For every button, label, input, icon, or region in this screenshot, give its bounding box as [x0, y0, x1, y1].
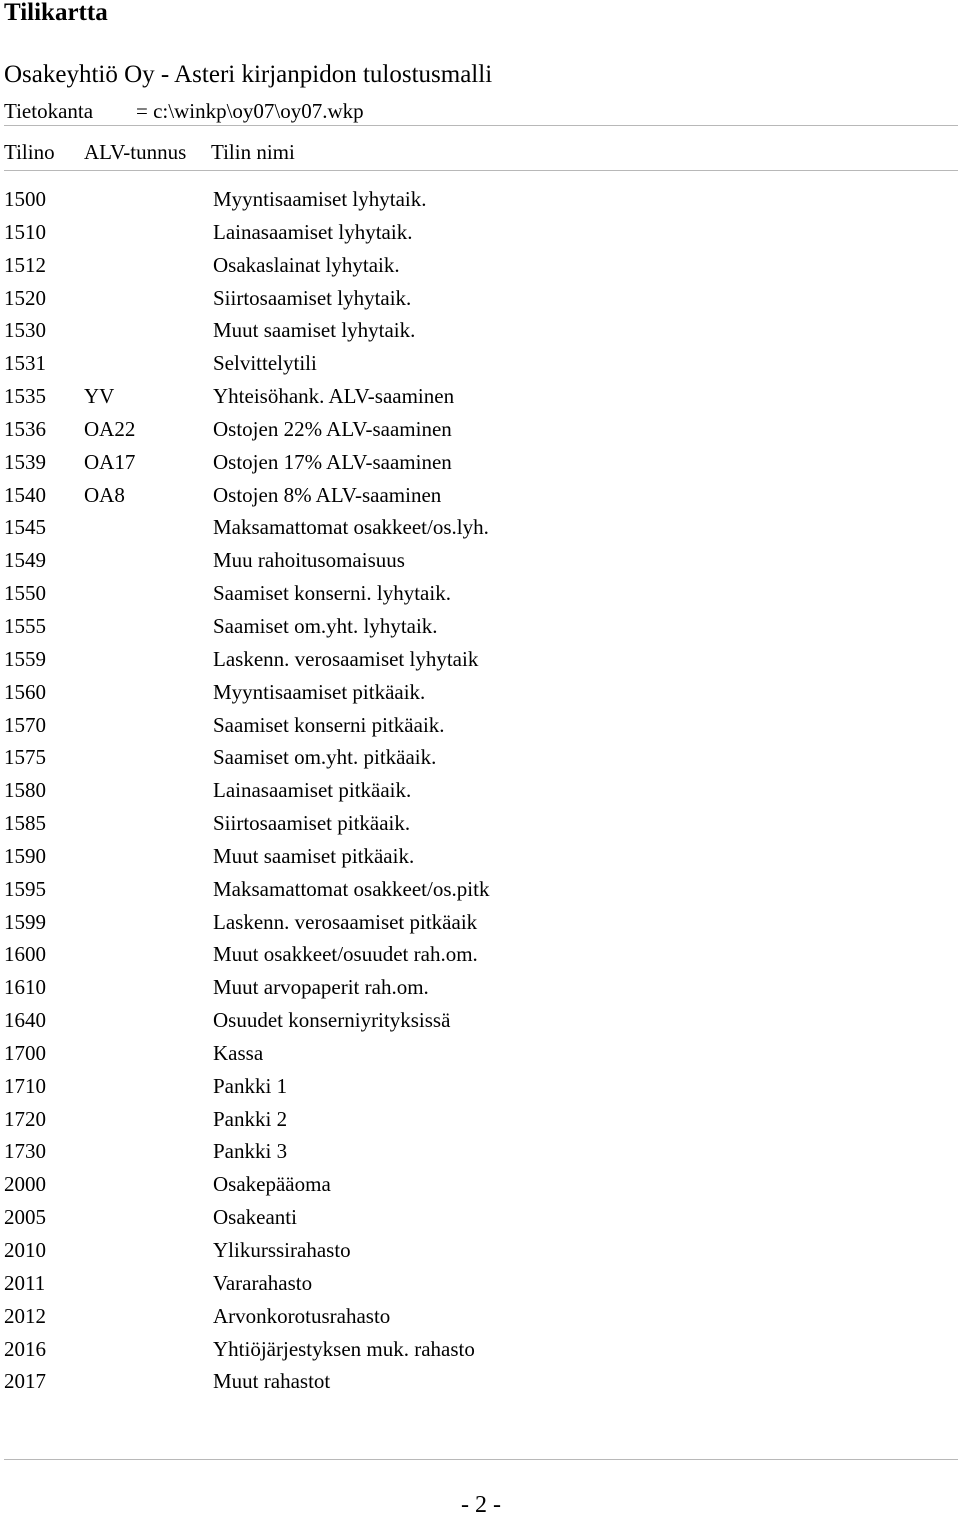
table-row — [0, 1301, 960, 1334]
account-name: Pankki 2 — [213, 1106, 288, 1131]
account-number: 2005 — [4, 1205, 46, 1230]
account-number: 1595 — [4, 876, 46, 901]
table-row — [0, 1038, 960, 1071]
account-name: Osakaslainat lyhytaik. — [213, 252, 400, 277]
account-number: 2016 — [4, 1336, 46, 1361]
account-name: Ostojen 17% ALV-saaminen — [213, 449, 452, 474]
account-name: Maksamattomat osakkeet/os.lyh. — [213, 515, 489, 540]
account-name: Osakeanti — [213, 1205, 297, 1230]
account-number: 1730 — [4, 1139, 46, 1164]
account-number: 2012 — [4, 1303, 46, 1328]
table-row — [0, 775, 960, 808]
account-number: 1500 — [4, 187, 46, 211]
table-row — [0, 611, 960, 644]
account-name: Kassa — [213, 1040, 264, 1065]
account-number: 1530 — [4, 318, 46, 343]
table-row — [0, 1169, 960, 1202]
page-footer — [0, 1490, 960, 1520]
account-number: 1510 — [4, 219, 46, 244]
table-row — [0, 447, 960, 480]
table-row — [0, 1005, 960, 1038]
table-row — [0, 217, 960, 250]
account-name: Myyntisaamiset lyhytaik. — [213, 187, 427, 211]
account-name: Saamiset om.yht. lyhytaik. — [213, 613, 438, 638]
table-row — [0, 1366, 960, 1399]
account-number: 1539 — [4, 449, 46, 474]
table-row — [0, 545, 960, 578]
account-name: Muut saamiset pitkäaik. — [213, 843, 415, 868]
account-name: Arvonkorotusrahasto — [213, 1303, 391, 1328]
account-number: 1610 — [4, 975, 46, 1000]
top-divider — [4, 125, 958, 126]
account-number: 1570 — [4, 712, 46, 737]
header-divider — [4, 170, 958, 171]
account-name: Laskenn. verosaamiset lyhytaik — [213, 646, 479, 671]
account-name: Ylikurssirahasto — [213, 1238, 351, 1262]
account-number: 1575 — [4, 745, 46, 770]
table-row — [0, 874, 960, 907]
table-row — [0, 1104, 960, 1137]
table-row — [0, 677, 960, 710]
header-account-name: Tilin nimi — [211, 140, 295, 164]
table-row — [0, 480, 960, 513]
table-row — [0, 184, 960, 217]
account-number: 1640 — [4, 1008, 46, 1033]
account-number: 1590 — [4, 843, 46, 868]
account-name: Osakepääoma — [213, 1172, 331, 1197]
account-number: 1540 — [4, 482, 46, 507]
account-number: 1720 — [4, 1106, 46, 1131]
table-row — [0, 414, 960, 447]
account-name: Siirtosaamiset pitkäaik. — [213, 811, 411, 836]
account-number: 1512 — [4, 252, 46, 277]
account-number: 1700 — [4, 1040, 46, 1065]
table-row — [0, 348, 960, 381]
account-name: Pankki 3 — [213, 1139, 288, 1164]
table-row — [0, 841, 960, 874]
account-number: 1585 — [4, 811, 46, 836]
table-row — [0, 742, 960, 775]
vat-code: OA17 — [84, 449, 136, 474]
account-name: Muut rahastot — [213, 1369, 331, 1394]
page-title: Tilikartta — [4, 0, 108, 26]
account-name: Yhtiöjärjestyksen muk. rahasto — [213, 1336, 475, 1361]
account-name: Pankki 1 — [213, 1073, 288, 1098]
header-vat-code: ALV-tunnus — [84, 140, 187, 164]
account-name: Osuudet konserniyrityksissä — [213, 1008, 451, 1033]
table-row — [0, 1071, 960, 1104]
account-name: Selvittelytili — [213, 351, 317, 376]
account-number: 1600 — [4, 942, 46, 967]
table-row — [0, 907, 960, 940]
account-name: Muut arvopaperit rah.om. — [213, 975, 429, 1000]
account-number: 1580 — [4, 778, 46, 803]
table-row — [0, 381, 960, 414]
table-row — [0, 250, 960, 283]
account-number: 1531 — [4, 351, 46, 376]
bottom-divider — [4, 1459, 958, 1460]
account-number: 1710 — [4, 1073, 46, 1098]
account-name: Muut osakkeet/osuudet rah.om. — [213, 942, 478, 967]
account-number: 1549 — [4, 548, 46, 573]
account-number: 1550 — [4, 581, 46, 606]
table-row — [0, 315, 960, 348]
header-account-no: Tilino — [4, 140, 55, 164]
table-row — [0, 939, 960, 972]
account-name: Ostojen 22% ALV-saaminen — [213, 416, 452, 441]
account-name: Saamiset konserni. lyhytaik. — [213, 581, 451, 606]
table-row — [0, 644, 960, 677]
company-line: Osakeyhtiö Oy - Asteri kirjanpidon tulostusmalli — [4, 61, 493, 88]
table-row — [0, 1235, 960, 1268]
table-row — [0, 578, 960, 611]
account-number: 2017 — [4, 1369, 46, 1394]
vat-code: OA22 — [84, 416, 136, 441]
account-name: Muut saamiset lyhytaik. — [213, 318, 416, 343]
account-number: 1545 — [4, 515, 46, 540]
account-name: Laskenn. verosaamiset pitkäaik — [213, 909, 478, 934]
account-name: Vararahasto — [213, 1270, 313, 1295]
database-label: Tietokanta — [4, 99, 94, 123]
table-row — [0, 710, 960, 743]
account-number: 2011 — [4, 1270, 46, 1295]
account-name: Yhteisöhank. ALV-saaminen — [213, 384, 455, 409]
table-row — [0, 972, 960, 1005]
account-number: 2010 — [4, 1238, 46, 1262]
database-row — [4, 98, 364, 124]
table-row — [0, 1268, 960, 1301]
account-name: Siirtosaamiset lyhytaik. — [213, 285, 412, 310]
table-row — [0, 512, 960, 545]
account-number: 1559 — [4, 646, 46, 671]
account-name: Saamiset konserni pitkäaik. — [213, 712, 445, 737]
account-number: 1535 — [4, 384, 46, 409]
account-number: 1599 — [4, 909, 46, 934]
account-number: 2000 — [4, 1172, 46, 1197]
account-name: Saamiset om.yht. pitkäaik. — [213, 745, 437, 770]
table-row — [0, 1334, 960, 1367]
account-name: Muu rahoitusomaisuus — [213, 548, 405, 573]
vat-code: OA8 — [84, 482, 125, 507]
table-row — [0, 1202, 960, 1235]
account-name: Lainasaamiset pitkäaik. — [213, 778, 412, 803]
page-number: - 2 - — [461, 1492, 501, 1518]
table-row — [0, 808, 960, 841]
account-table-body — [0, 184, 960, 1399]
account-number: 1520 — [4, 285, 46, 310]
table-row — [0, 283, 960, 316]
database-path: = c:\winkp\oy07\oy07.wkp — [136, 99, 364, 123]
account-number: 1555 — [4, 613, 46, 638]
table-row — [0, 1136, 960, 1169]
account-number: 1536 — [4, 416, 46, 441]
account-name: Ostojen 8% ALV-saaminen — [213, 482, 442, 507]
account-name: Lainasaamiset lyhytaik. — [213, 219, 413, 244]
account-number: 1560 — [4, 679, 46, 704]
vat-code: YV — [84, 384, 115, 409]
account-name: Maksamattomat osakkeet/os.pitk — [213, 876, 490, 901]
account-name: Myyntisaamiset pitkäaik. — [213, 679, 426, 704]
